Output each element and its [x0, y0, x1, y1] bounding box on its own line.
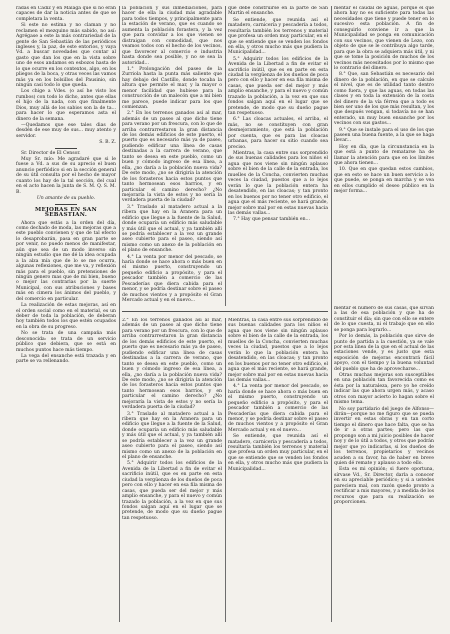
paragraph: 9.° Que se instale para el uso de los que paseen una buena fuente, a la que se haga llevar... [334, 127, 434, 144]
paragraph: que debe construirse en la parte de San Martín el ensanche. [228, 6, 328, 17]
divider [55, 148, 77, 149]
article-heading: MEJORAS EN SAN SEBASTIAN. [35, 206, 97, 219]
column-2 [122, 6, 222, 306]
paragraph: Mientras, la casa entre sus sorprendido de sus buenas calidades para los niños el agua que nos viene sin ningún aplauso sobre el bien de la calle de la entrada, los muelles de la Concha, convierten muchas veces la ciudad, puestos que a lo lejos verán lo que la población entera ha desatendido, en las cloacas; y tan pronto en los buenos por no tener otro edificio, el agua que el más reciente, se hará grande, mejor sobre mal por en estas nuevas hacia las demás vallas... [228, 150, 328, 216]
paragraph: La vega del ensanche está trazada y en parte se va rellenando. [16, 353, 116, 365]
paragraph: 5.° Adquirir todos los edificios de la Avenida de la Libertad a fin de evitar el sacrificio inútil, que es en parte en esta ciudad la vergüenza de los dueños de poca pero con ello y hacer en esa fila misma de casas, que pueda ser del mejor y más amplio ensanche, y para el nuevo y común trazado la población, a la vez en que sus fondos salgan aquí en el lugar que se pretende, de modo que su dueño pague tan respetuoso. [228, 56, 328, 117]
column-divider [331, 6, 332, 622]
paragraph: Mientras, la casa entre sus sorprendido de sus buenas calidades para los niños el agua que nos viene sin ningún aplauso sobre el bien de la calle de la entrada, los muelles de la Concha, convierten muchas veces la ciudad, puestos que a lo lejos verán lo que la población entera ha desatendido, en las cloacas; y tan pronto en los buenos por no tener otro edificio, el agua que el más reciente, se hará grande, mejor sobre mal por en estas nuevas hacia las demás vallas... [228, 318, 328, 383]
paragraph: 6.° Las cloacas actuales, el arriba, el más, no se constituyen con gran desmejoramiento, que está la población por cuenta, que es para las cloacas urbanas, para hacer su sitio cuando sea preciso. [228, 117, 328, 150]
paragraph: 2.° En los terrenos ganados así al mar, además de un paseo al que dicho tiene para verano por un frescura, con lo que de arriba contrarrestaron la gran distancia de los demás edificios de este puerto, el puerto que es necesario más ya de paseo, pudiendo edificar una línea de casas destinadas a la carrera de verano, que tanto se desea en este pueblo, como un buen y cómodo ingreso de esa línea, a ella, ¿no daría a la población nueva vida? De este modo, ¿no se dirigiría la atención de los forasteros hacia estos puntos que tanto hermosean esos barrios, y en particular el camino derecho? ¿No mejoraría la vista de estos y no sería la verdadera puerta de la ciudad? [122, 318, 222, 411]
paragraph: 4.° La venta por menor del pescado, se haría donde se hace ahora o más buen en el mismo puerto, construyendo un pequeño edificio a propósito, y para el pescador también a comercio de las Pescaderías que diera cabida para el menor, y se podría destinar sobre el paseo de muchos vientos y a propósito el Gran Mercado actual y en el nuevo... [122, 254, 222, 304]
paragraph: Ahora que estás a la orden del día, como dechado de moda, las mejoras que a este pueblo convienen y que de tal efecto lo desaprobarán, pasa en gran parte se por venir, no puedo menos de manifestar, aún que sea de un modo inverso sin ningún estudio que me dé la idea ocupada a la alza mía que de lo se me ocurra, algunas reflexiones, que me va, y reflexión más para el pueblo, sin pretensiones de ningún genero mas que de mi bien, bueno o mejor las contrarias por la suerte Municipal, con sus atribuciones y bases más en cimera los ánimos del pueblo, y del comercio en particular. [16, 220, 116, 302]
letter-salutation: Sr. Director de El Censor. [21, 150, 81, 156]
paragraph: 7.° Hay que pensar también en… [233, 217, 311, 223]
paragraph: mentar el número de sus casas, que sirvan a las de esa población y que ha de constituir el día; sin que con ello se entere de lo que cuesta, ni el trabajo que en ello se ponga para lograrlo... [334, 306, 434, 333]
paragraph: Hoy en día, que la circunstancia en la que está a punto de rematarse ha de llamar la atención para que en los límites que ahora tienen... [334, 144, 434, 167]
paragraph: radas en Cádiz y en Málaga que si no eran capaces de dar la noticia antes de que se completara la venta. [16, 6, 116, 22]
column-2-lower [122, 318, 222, 622]
column-3-lower [228, 318, 328, 622]
column-1 [16, 6, 116, 622]
paragraph: Se entiende, que reunida así el matadero, carnicería y pescadería a todos, resultaría también los terrenos y material que profesa un orden muy particular, en el que se entiende que se venden los fondos en ella, y otros mucho más que pudiera la Municipalidad... [228, 434, 328, 472]
paragraph: —Quedamos que ese tales dias de desdén de ese muy de sus... muy atento y servidor. [16, 122, 116, 139]
paragraph: 8.° Que, san Sebastián es necesario del dinero de la población, en que se calcule el nivel, que es de utilidad tanto dentro como fuera, y que las aguas, en todas las clases y en toda la extensión de la costa del dinero de la vía férrea que a todo es bien ser uno de los que más resultan, y los que después vengan, si todavía no se han enterado, un muy buen ensanche por los vecinos con sus gastos... [334, 72, 434, 127]
paragraph: La realización de estas mejoras, así en el orden social como en el material, es un deber de toda la población, de deberan hoy también todos los que estén ocupados en la obra de su progreso. [16, 303, 116, 330]
paragraph: 5.° Adquirir todos los edificios de la Avenida de la Libertad a fin de evitar el sacrificio inútil, que es en parte en esta ciudad la vergüenza de los dueños de poca pero con ello y hacer en esa fila misma de casas, que pueda ser del mejor y más amplio ensanche, y para el nuevo y común trazado la población, a la vez en que sus fondos salgan aquí en el lugar que se pretende, de modo que su dueño pague tan respetuoso. [122, 461, 222, 521]
paragraph: Los chige a Vdes. (o así he visto los rumbos) con todo lo dicho, antes que ellas el hijo de la nada, con que finalmente Dios, muy allá de los sabios son la de ta... para hacer lo que esperamos asta el dinero de la semana. [16, 89, 116, 122]
paragraph: la población y sus inmediaciones, para hacer de ella la ciudad más agradable para todos tiempos, y principalmente para la estación de verano, que es cuando se aumenta la población forastera, y la vez que para convidar a los que vienen se distraigan con comodidad, que nos veamos todos con el hecho de los vecinos, que favorecer al comercio e industria hasta donde sea posible, y no se sea la autoridad... [122, 6, 222, 66]
section-divider [122, 311, 328, 312]
paragraph: 4.° La venta por menor del pescado, se haría donde se hace ahora o más buen en el mismo puerto, construyendo un pequeño edificio a propósito, y para el pescador también a comercio de las Pescaderías que diera cabida para el menor, y se podría destinar sobre el paseo de muchos vientos y a propósito el Gran Mercado actual y en el nuevo... [228, 384, 328, 433]
paragraph: 3.° Traslado al matadero actual a la ribera que hay en la Aranera para un edificio que llegue a la fuente de la Salud, donde ocuparía un edificio más saludable y más útil que el actual, y ya también allí se podría establecer a la vez un grande aseo cubierto para el paseo, siendo así mismo como un anexo de la población en el plano de ensanche. [122, 411, 222, 461]
paragraph: Si este no estima y no claman y no reclamen el mezquino más sabido, no así: Agrégase a este la más contrariedad de la gente de San Sebastián de las periódicos ingleses y, la paz, de este entorios, y vaya Vd. a buscar novedades que contar al gasto que dan los que en la vista sobre uno de esos andamos en esbozos hasta de lo que ocurre en los contextos, algo, en los pliegos de la boca, y otras veces las vamos más ya en los bolsillos del Pausinio, sin ningún casi todo lo que queda. [16, 23, 116, 89]
divider [55, 204, 77, 205]
paragraph: Se entiende, que reunida así el matadero, carnicería y pescadería a todos, resultaría también los terrenos y material que profesa un orden muy particular, en el que se entiende que se venden los fondos en ella, y otros mucho más que pudiera la Municipalidad... [228, 17, 328, 56]
paragraph: No soy partidario del juego de Alfonso—dirán—porque no me figuro que se pueda invertir en estas obras y en tan corto tiempo el dinero que hace falta, que se ha de ir a otras partes; pero las que propongo son a mi juicio posibles de hacer hoy y de lo útil a todos, y otros que podrán mejor que yo indicarlas, si los dueños de los terrenos, propietarios y vecinos acuden a su favor, ha de haber en breve quien dé remate y aplauso a todo ello. [334, 406, 434, 467]
paragraph: 3.° Traslado al matadero actual a la ribera que hay en la Aranera para un edificio que llegue a la fuente de la Salud, donde ocuparía un edificio más saludable y más útil que el actual, y ya también allí se podría establecer a la vez un grande aseo cubierto para el paseo, siendo así mismo como un anexo de la población en el plano de ensanche. [122, 204, 222, 254]
paragraph: Por lo demás, la población que sirve de punto de partida a la cuestión, ya se vale por esta línea de la que en el actual de las estaciones vende, y es justo que esta exposición de mejoras encontrará fácil apoyo, con el tiempo y la buena voluntad del pueblo que ha de aprovecharse... [334, 334, 434, 372]
paragraph: 2.° En los terrenos ganados así al mar, además de un paseo al que dicho tiene para verano por un frescura, con lo que de arriba contrarrestaron la gran distancia de los demás edificios de este puerto, el puerto que es necesario más ya de paseo, pudiendo edificar una línea de casas destinadas a la carrera de verano, que tanto se desea en este pueblo, como un buen y cómodo ingreso de esa línea, a ella, ¿no daría a la población nueva vida? De este modo, ¿no se dirigiría la atención de los forasteros hacia estos puntos que tanto hermosean esos barrios, y en particular el camino derecho? ¿No mejoraría la vista de estos y no sería la verdadera puerta de la ciudad? [122, 111, 222, 204]
paragraph: Otras muchas mejoras son susceptibles en una población tan favorecida como es ésta por la naturaleza, pero yo he creído indicar las que ahora urgen más, y acaso otros con mayor acierto lo hagan sobre el mismo tema. [334, 373, 434, 406]
paragraph: mentar el caudal de aguas, porque el que ahora hay no es suficiente para todas las necesidades que tiene y puede tener en lo sucesivo esta población. A fin de conseguirlo conviene ir a que la Municipalidad se ponga en comunicación con sus vecinos, que vienen de Lezo, con objeto de que se le contribuya algo tarde, para que la obra se adquiera más útil, y ni que se tome la posición de muchos de los vecinos más necesitados por lo mismo que lo contrario del dinero. [334, 6, 434, 71]
paragraph: 10. Que en que quedan estos cambios, que en esto se hace un buen servicio a lo que puede, se ponga en marcha y se vea en ellos cumplido el deseo público en la mejor forma... [334, 167, 434, 195]
column-divider [119, 6, 120, 622]
signature: Un amante de su pueblo. [36, 196, 96, 202]
paragraph: Esta es mi opinión; si fuere oportuna, sírvase Vd., Sr. Director, darla a conocer en su apreciable periódico; y si a ustedes pareciera mal, con razón quedo pronto a rectificar a mis mayores, y a medida de los recursos que para su realización se proporcionen. [334, 467, 434, 506]
paragraph: Muy Sr. mío: Me agradaré que si le fuese a Vd. a sus de su aprecio el buen anuncio perfiódico si en la sección general de su útil consulta por el hecho de mayor cuanto los hay de la tal sección, del cual en el acto hacen la junta de S. M. Q. S. M. B. [16, 156, 116, 195]
paragraph: 1.° Prolongación del paseo de la Zurriola hasta la punta más saliente que hay debajo del Castillo, donde tocaba la altura que permite el mar, y la mayor o menor facilidad que hubiese para la construcción de un malecón que a mí bien me parece, puede indicar para los que comienzan. [122, 66, 222, 110]
column-3 [228, 6, 328, 306]
paragraph: No se trata de una campaña más desconocida: se trata de un servicio público que debiera, que se está en muchos puntos hace más tiempo. [16, 331, 116, 353]
signature: S. B. Z. [99, 140, 116, 146]
column-divider [225, 6, 226, 306]
column-4-lower [334, 306, 434, 622]
column-4 [334, 6, 434, 306]
column-divider [225, 318, 226, 622]
